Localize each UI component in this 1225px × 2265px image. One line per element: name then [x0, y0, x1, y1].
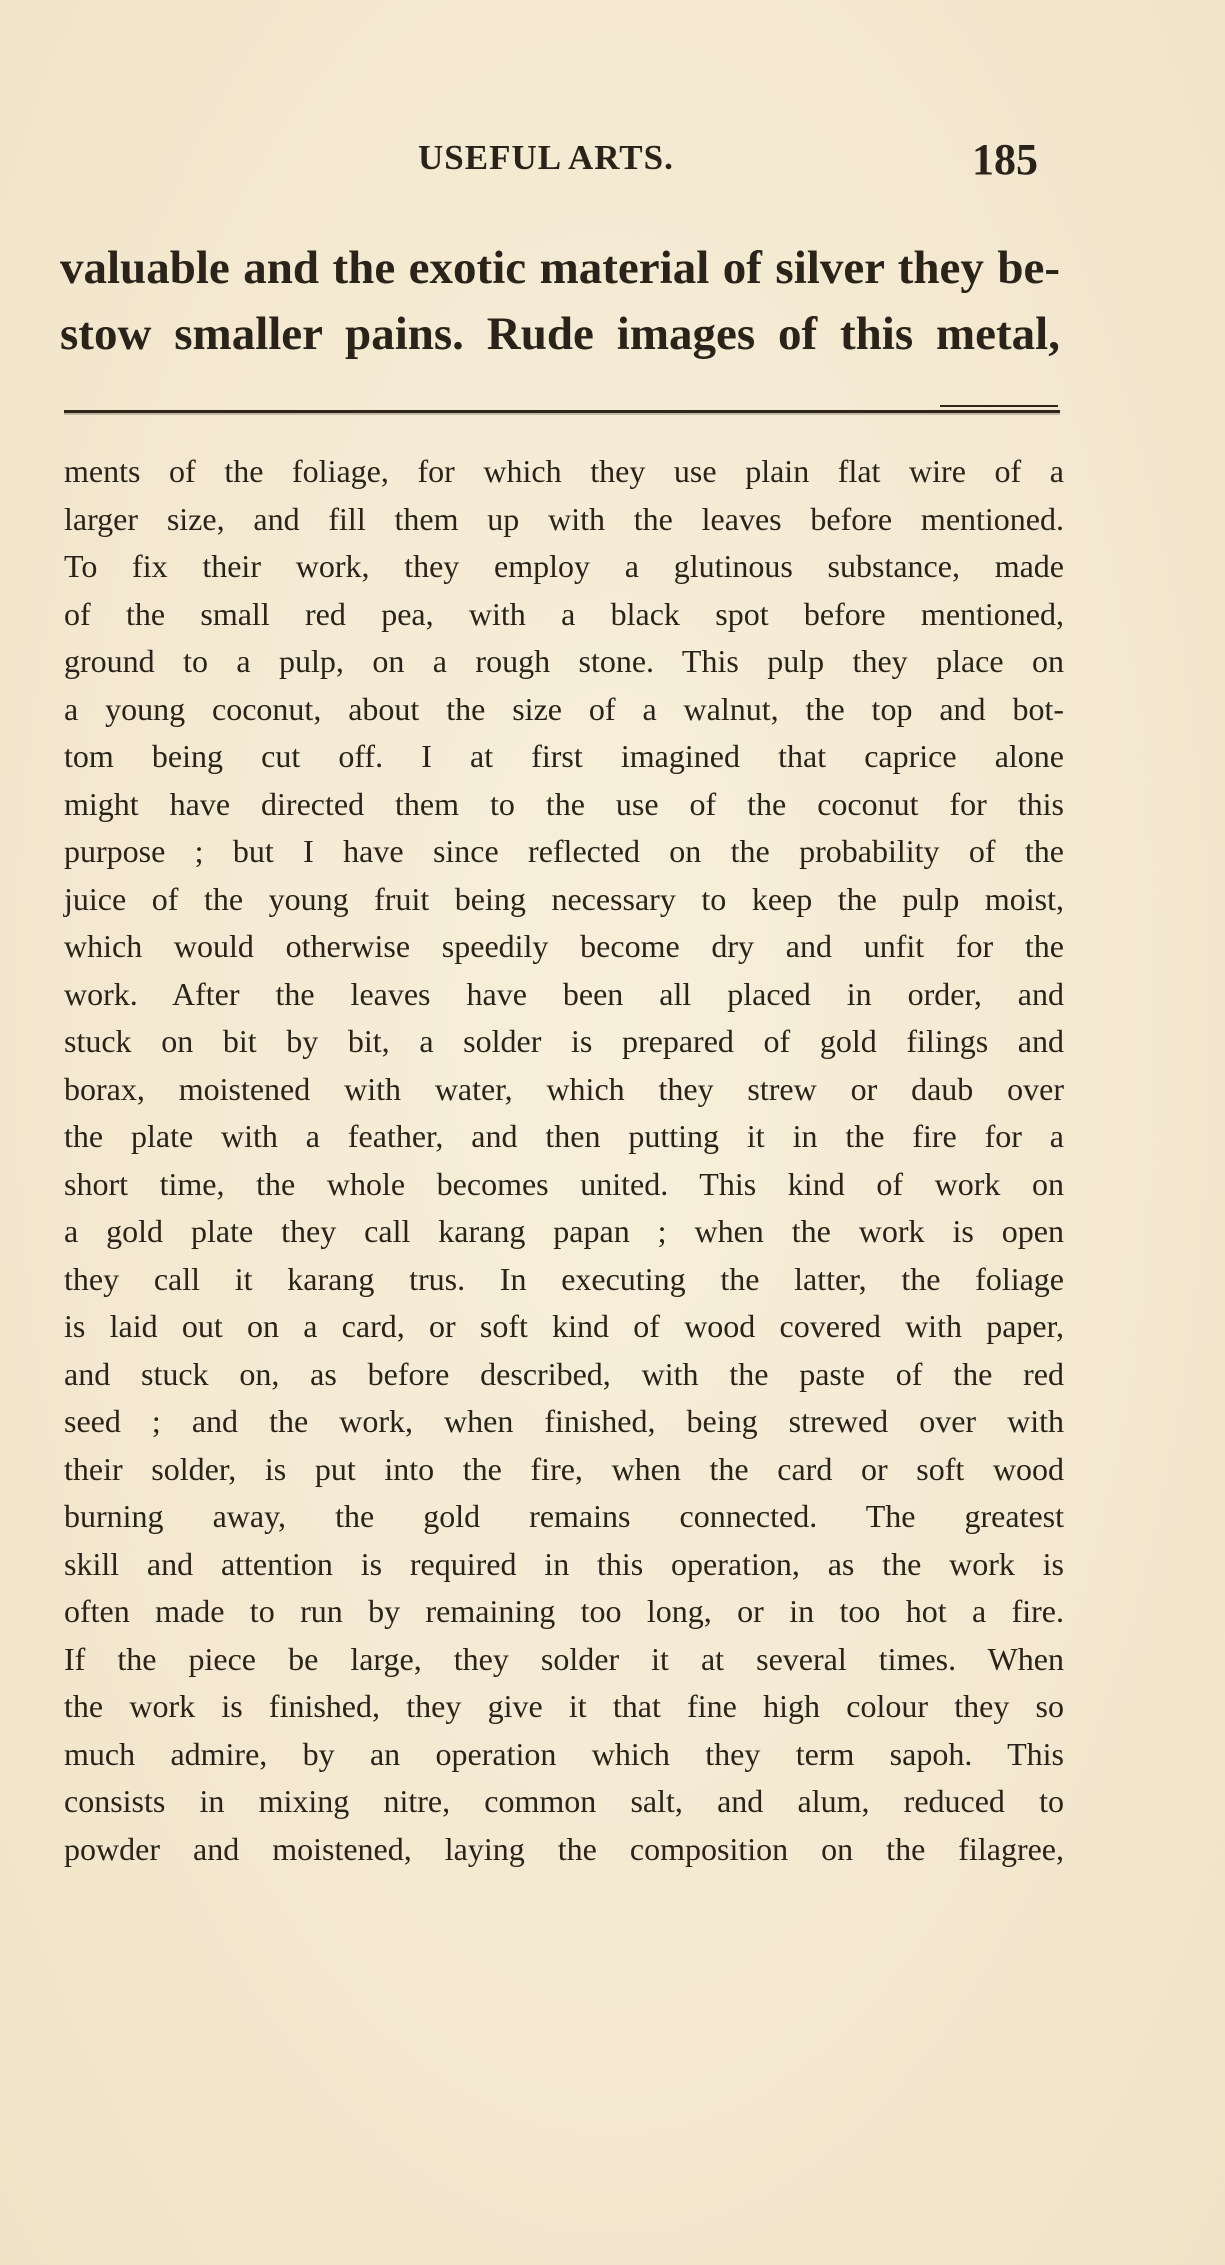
body-line: skill and attention is required in this operation, as the work is — [64, 1545, 1064, 1582]
body-line: borax, moistened with water, which they strew or daub over — [64, 1070, 1064, 1107]
cut-text-fragment — [60, 235, 1060, 367]
body-line: the plate with a feather, and then putting it in the fire for a — [64, 1118, 1064, 1154]
body-line: short time, the whole becomes united. This kind of work on — [64, 1165, 1064, 1202]
page-number: 185 — [972, 135, 1038, 184]
fragment-line: stow smaller pains. Rude images of this metal, — [60, 308, 1060, 360]
body-line: work. After the leaves have been all placed in order, and — [64, 975, 1064, 1012]
body-line: stuck on bit by bit, a solder is prepared of gold filings and — [64, 1023, 1064, 1059]
body-line: is laid out on a card, or soft kind of wood covered with paper, — [64, 1308, 1064, 1344]
running-title: USEFUL ARTS. — [418, 138, 674, 177]
body-line: consists in mixing nitre, common salt, and alum, reduced to — [64, 1783, 1064, 1819]
body-line: their solder, is put into the fire, when the card or soft wood — [64, 1450, 1064, 1487]
body-line: the work is finished, they give it that fine high colour they so — [64, 1688, 1064, 1724]
page-cut-divider-overlap — [940, 405, 1058, 407]
body-line: To fix their work, they employ a glutinous substance, made — [64, 548, 1064, 584]
body-line: seed ; and the work, when finished, being strewed over with — [64, 1403, 1064, 1439]
body-line: larger size, and fill them up with the leaves before mentioned. — [64, 500, 1064, 537]
page-cut-divider — [64, 410, 1060, 413]
body-line: a gold plate they call karang papan ; when the work is open — [64, 1213, 1064, 1249]
body-line: and stuck on, as before described, with the paste of the red — [64, 1355, 1064, 1392]
fragment-line: valuable and the exotic material of silver they be- — [60, 242, 1060, 294]
body-line: of the small red pea, with a black spot before mentioned, — [64, 595, 1064, 632]
body-line: If the piece be large, they solder it at several times. When — [64, 1640, 1064, 1677]
body-line: purpose ; but I have since reflected on the probability of the — [64, 833, 1064, 869]
running-head — [60, 135, 1060, 188]
body-line: might have directed them to the use of the coconut for this — [64, 785, 1064, 822]
body-line: ments of the foliage, for which they use plain flat wire of a — [64, 453, 1064, 489]
body-line: powder and moistened, laying the composition on the filagree, — [64, 1830, 1064, 1867]
body-line: burning away, the gold remains connected. The greatest — [64, 1498, 1064, 1534]
paper-mark — [1075, 1995, 1099, 1996]
body-paragraph — [64, 448, 1064, 1873]
body-line: much admire, by an operation which they term sapoh. This — [64, 1735, 1064, 1772]
body-line: tom being cut off. I at first imagined that caprice alone — [64, 738, 1064, 774]
body-line: often made to run by remaining too long, or in too hot a fire. — [64, 1593, 1064, 1629]
body-line: juice of the young fruit being necessary to keep the pulp moist, — [64, 880, 1064, 917]
body-line: a young coconut, about the size of a walnut, the top and bot- — [64, 690, 1064, 727]
body-line: they call it karang trus. In executing the latter, the foliage — [64, 1260, 1064, 1297]
body-line: which would otherwise speedily become dry and unfit for the — [64, 928, 1064, 964]
body-line: ground to a pulp, on a rough stone. This pulp they place on — [64, 643, 1064, 679]
